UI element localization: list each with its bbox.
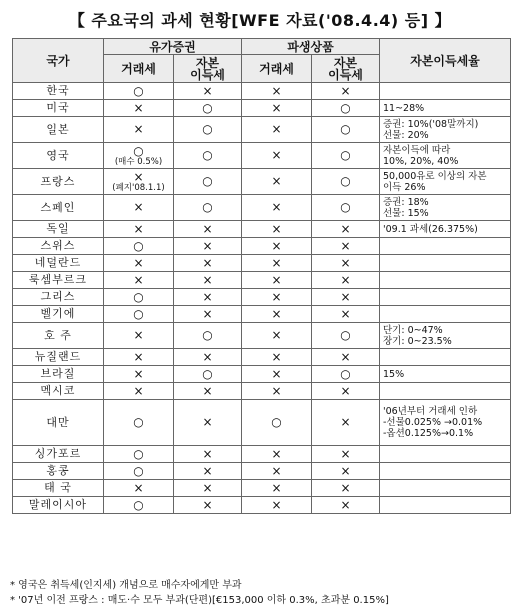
country-cell: 태 국 [13,480,104,497]
s-tx-cell [104,463,174,480]
table-row [13,255,511,272]
taxed-circle-icon: ○ [133,83,144,98]
not-taxed-cross-icon: × [340,83,351,98]
country-cell: 스페인 [13,195,104,221]
taxed-circle-icon: ○ [202,200,213,214]
country-cell: 그리스 [13,289,104,306]
d-tx-cell [242,349,312,366]
d-tx-cell [242,117,312,143]
not-taxed-cross-icon: × [133,200,144,214]
table-row [13,169,511,195]
not-taxed-cross-icon: × [133,122,144,136]
cgt-rate-cell [380,497,511,514]
cgt-rate-cell: 15% [380,366,511,383]
cgt-rate-cell [380,349,511,366]
not-taxed-cross-icon: × [202,272,213,287]
header-cgt-rate: 자본이득세율 [380,39,511,83]
table-row [13,272,511,289]
taxed-circle-icon: ○ [340,100,351,115]
not-taxed-cross-icon: × [271,349,282,364]
s-tx-cell [104,83,174,100]
not-taxed-cross-icon: × [271,366,282,381]
taxed-circle-icon: ○ [133,143,144,158]
s-tx-cell [104,169,174,195]
table-body [13,83,511,514]
country-cell: 대만 [13,400,104,446]
taxed-circle-icon: ○ [202,122,213,136]
d-tx-cell [242,221,312,238]
table-row [13,100,511,117]
cgt-rate-cell [380,289,511,306]
taxed-circle-icon: ○ [133,238,144,253]
s-tx-cell [104,323,174,349]
taxed-circle-icon: ○ [133,463,144,478]
cgt-rate-cell [380,446,511,463]
table-row [13,143,511,169]
cgt-rate-cell [380,463,511,480]
s-tx-cell [104,221,174,238]
not-taxed-cross-icon: × [271,100,282,115]
cgt-rate-cell: '09.1 과세(26.375%) [380,221,511,238]
s-cg-cell [174,289,242,306]
cgt-rate-cell: 11~28% [380,100,511,117]
not-taxed-cross-icon: × [340,446,351,461]
cgt-rate-cell: 증권: 10%('08말까지) 선물: 20% [380,117,511,143]
country-cell: 싱가포르 [13,446,104,463]
taxed-circle-icon: ○ [202,100,213,115]
not-taxed-cross-icon: × [340,383,351,398]
cgt-rate-cell [380,306,511,323]
d-tx-cell [242,238,312,255]
not-taxed-cross-icon: × [271,328,282,342]
not-taxed-cross-icon: × [133,366,144,381]
s-tx-cell [104,497,174,514]
taxed-circle-icon: ○ [133,497,144,512]
not-taxed-cross-icon: × [133,272,144,287]
not-taxed-cross-icon: × [271,238,282,253]
s-tx-cell [104,400,174,446]
not-taxed-cross-icon: × [202,255,213,270]
taxed-circle-icon: ○ [202,328,213,342]
country-cell: 벨기에 [13,306,104,323]
cell-subnote: (폐지'08.1.1) [112,182,165,193]
s-tx-cell [104,238,174,255]
s-cg-cell [174,143,242,169]
d-cg-cell [312,272,380,289]
s-cg-cell [174,366,242,383]
taxed-circle-icon: ○ [202,148,213,162]
table-row [13,383,511,400]
d-cg-cell [312,100,380,117]
table-row [13,306,511,323]
s-cg-cell [174,238,242,255]
not-taxed-cross-icon: × [271,122,282,136]
s-cg-cell [174,400,242,446]
d-cg-cell [312,400,380,446]
not-taxed-cross-icon: × [202,238,213,253]
d-tx-cell [242,323,312,349]
table-row [13,497,511,514]
not-taxed-cross-icon: × [133,383,144,398]
s-tx-cell [104,255,174,272]
d-tx-cell [242,143,312,169]
cgt-rate-cell: 50,000유로 이상의 자본 이득 26% [380,169,511,195]
not-taxed-cross-icon: × [202,83,213,98]
taxed-circle-icon: ○ [340,328,351,342]
taxed-circle-icon: ○ [271,415,282,429]
taxed-circle-icon: ○ [202,174,213,188]
not-taxed-cross-icon: × [133,100,144,115]
s-tx-cell [104,143,174,169]
s-tx-cell [104,480,174,497]
country-cell: 네덜란드 [13,255,104,272]
not-taxed-cross-icon: × [202,463,213,478]
cell-subnote: (매수 0.5%) [114,156,163,167]
d-tx-cell [242,366,312,383]
d-cg-cell [312,497,380,514]
d-tx-cell [242,400,312,446]
country-cell: 말레이시아 [13,497,104,514]
d-cg-cell [312,366,380,383]
d-cg-cell [312,169,380,195]
country-cell: 미국 [13,100,104,117]
taxed-circle-icon: ○ [133,306,144,321]
taxed-circle-icon: ○ [340,174,351,188]
cgt-rate-cell: 단기: 0~47% 장기: 0~23.5% [380,323,511,349]
s-tx-cell [104,446,174,463]
taxed-circle-icon: ○ [133,415,144,429]
not-taxed-cross-icon: × [271,306,282,321]
d-tx-cell [242,497,312,514]
tax-table [12,38,511,514]
country-cell: 프랑스 [13,169,104,195]
country-cell: 홍콩 [13,463,104,480]
not-taxed-cross-icon: × [202,480,213,495]
s-cg-cell [174,100,242,117]
not-taxed-cross-icon: × [202,497,213,512]
not-taxed-cross-icon: × [133,255,144,270]
not-taxed-cross-icon: × [340,289,351,304]
not-taxed-cross-icon: × [202,349,213,364]
header-country: 국가 [13,39,104,83]
s-cg-cell [174,463,242,480]
s-cg-cell [174,169,242,195]
header-securities-transaction-tax: 거래세 [104,55,174,83]
s-cg-cell [174,497,242,514]
not-taxed-cross-icon: × [133,328,144,342]
not-taxed-cross-icon: × [271,255,282,270]
table-row [13,480,511,497]
cgt-rate-cell [380,480,511,497]
country-cell: 룩셈부르크 [13,272,104,289]
taxed-circle-icon: ○ [340,148,351,162]
cgt-rate-cell: '06년부터 거래세 인하 -선물0.025% →0.01% -옵션0.125%→0.1% [380,400,511,446]
s-cg-cell [174,255,242,272]
header-securities-capital-gains-tax: 자본 이득세 [174,55,242,83]
s-cg-cell [174,306,242,323]
s-cg-cell [174,221,242,238]
not-taxed-cross-icon: × [340,463,351,478]
table-row [13,289,511,306]
not-taxed-cross-icon: × [133,221,144,236]
not-taxed-cross-icon: × [340,255,351,270]
footnote-france: * '07년 이전 프랑스 : 매도·수 모두 부과(단편)[€153,000 이하 0.3%, 초과분 0.15%] [10,595,389,606]
not-taxed-cross-icon: × [202,415,213,429]
d-tx-cell [242,100,312,117]
footnote-uk: * 영국은 취득세(인지세) 개념으로 매수자에게만 부과 [10,580,242,591]
s-cg-cell [174,272,242,289]
s-cg-cell [174,480,242,497]
d-tx-cell [242,169,312,195]
cgt-rate-cell: 증권: 18% 선물: 15% [380,195,511,221]
country-cell: 브라질 [13,366,104,383]
not-taxed-cross-icon: × [202,289,213,304]
d-cg-cell [312,117,380,143]
d-tx-cell [242,83,312,100]
not-taxed-cross-icon: × [271,200,282,214]
d-tx-cell [242,255,312,272]
cgt-rate-cell [380,238,511,255]
table-row [13,221,511,238]
country-cell: 일본 [13,117,104,143]
s-cg-cell [174,323,242,349]
d-cg-cell [312,349,380,366]
d-cg-cell [312,143,380,169]
not-taxed-cross-icon: × [202,221,213,236]
country-cell: 영국 [13,143,104,169]
d-tx-cell [242,289,312,306]
d-cg-cell [312,480,380,497]
s-cg-cell [174,383,242,400]
d-cg-cell [312,446,380,463]
table-row [13,117,511,143]
taxed-circle-icon: ○ [340,122,351,136]
s-tx-cell [104,117,174,143]
s-cg-cell [174,349,242,366]
d-cg-cell [312,306,380,323]
not-taxed-cross-icon: × [340,238,351,253]
not-taxed-cross-icon: × [271,446,282,461]
taxed-circle-icon: ○ [133,446,144,461]
s-tx-cell [104,366,174,383]
d-cg-cell [312,463,380,480]
not-taxed-cross-icon: × [271,497,282,512]
not-taxed-cross-icon: × [202,306,213,321]
table-row [13,349,511,366]
not-taxed-cross-icon: × [340,221,351,236]
d-tx-cell [242,306,312,323]
country-cell: 독일 [13,221,104,238]
not-taxed-cross-icon: × [271,480,282,495]
not-taxed-cross-icon: × [340,480,351,495]
header-derivatives: 파생상품 [242,39,380,55]
not-taxed-cross-icon: × [340,306,351,321]
d-cg-cell [312,383,380,400]
cgt-rate-cell [380,255,511,272]
table-row [13,238,511,255]
page-title: 【 주요국의 과세 현황[WFE 자료('08.4.4) 등] 】 [68,11,452,30]
header-derivatives-transaction-tax: 거래세 [242,55,312,83]
not-taxed-cross-icon: × [340,272,351,287]
s-tx-cell [104,272,174,289]
not-taxed-cross-icon: × [271,221,282,236]
d-tx-cell [242,383,312,400]
d-cg-cell [312,238,380,255]
country-cell: 호 주 [13,323,104,349]
not-taxed-cross-icon: × [271,148,282,162]
cgt-rate-cell [380,383,511,400]
d-cg-cell [312,289,380,306]
d-cg-cell [312,195,380,221]
cgt-rate-cell [380,272,511,289]
table-row [13,446,511,463]
not-taxed-cross-icon: × [271,174,282,188]
not-taxed-cross-icon: × [340,349,351,364]
d-tx-cell [242,446,312,463]
not-taxed-cross-icon: × [340,415,351,429]
taxed-circle-icon: ○ [340,366,351,381]
not-taxed-cross-icon: × [133,169,144,184]
not-taxed-cross-icon: × [202,446,213,461]
d-cg-cell [312,323,380,349]
not-taxed-cross-icon: × [202,383,213,398]
s-cg-cell [174,117,242,143]
not-taxed-cross-icon: × [133,480,144,495]
d-tx-cell [242,463,312,480]
table-row [13,83,511,100]
not-taxed-cross-icon: × [271,463,282,478]
s-tx-cell [104,306,174,323]
country-cell: 멕시코 [13,383,104,400]
s-cg-cell [174,195,242,221]
s-tx-cell [104,383,174,400]
not-taxed-cross-icon: × [271,83,282,98]
not-taxed-cross-icon: × [271,289,282,304]
d-cg-cell [312,83,380,100]
country-cell: 한국 [13,83,104,100]
table-row [13,463,511,480]
table-row [13,366,511,383]
taxed-circle-icon: ○ [202,366,213,381]
table-row [13,400,511,446]
d-tx-cell [242,480,312,497]
header-derivatives-capital-gains-tax: 자본 이득세 [312,55,380,83]
s-tx-cell [104,100,174,117]
s-tx-cell [104,289,174,306]
not-taxed-cross-icon: × [271,383,282,398]
taxed-circle-icon: ○ [340,200,351,214]
d-tx-cell [242,272,312,289]
country-cell: 뉴질랜드 [13,349,104,366]
cgt-rate-cell [380,83,511,100]
d-cg-cell [312,255,380,272]
taxed-circle-icon: ○ [133,289,144,304]
table-row [13,323,511,349]
not-taxed-cross-icon: × [271,272,282,287]
d-cg-cell [312,221,380,238]
s-cg-cell [174,446,242,463]
not-taxed-cross-icon: × [133,349,144,364]
table-row [13,195,511,221]
header-securities: 유가증권 [104,39,242,55]
d-tx-cell [242,195,312,221]
country-cell: 스위스 [13,238,104,255]
s-tx-cell [104,349,174,366]
not-taxed-cross-icon: × [340,497,351,512]
s-cg-cell [174,83,242,100]
cgt-rate-cell: 자본이득에 따라 10%, 20%, 40% [380,143,511,169]
s-tx-cell [104,195,174,221]
